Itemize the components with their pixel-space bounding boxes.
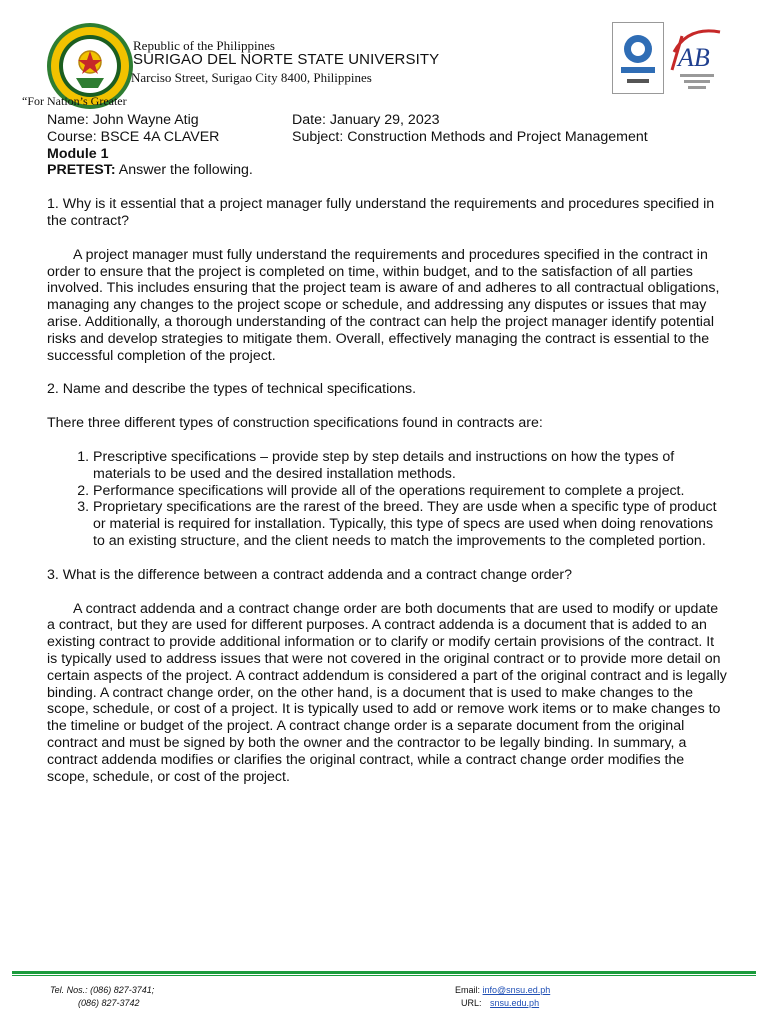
university-address: Narciso Street, Surigao City 8400, Philippines xyxy=(131,70,372,85)
footer-email-label: Email: xyxy=(455,985,481,995)
module-title: Module 1 xyxy=(47,145,109,162)
student-row-2 xyxy=(47,129,727,146)
list-item: 2. Performance specifications will provide all of the operations requirement to complete a project. xyxy=(93,483,727,500)
student-name: Name: John Wayne Atig xyxy=(47,112,199,128)
footer-tel-2: (086) 827-3742 xyxy=(78,998,140,1008)
university-motto: “For Nation’s Greater xyxy=(22,94,127,108)
answer-1: A project manager must fully understand the requirements and procedures specified in the contract in order to ensure that the project is completed on time, within budget, and to the satisfaction of all parties involved. This includes ensuring that the project team is aware of and adheres to all contractual obligations, managing any changes to the project scope or schedule, and addressing any disputes or issues that may arise. Additionally, a thorough understanding of the contract can help the project manager identify potential risks and develop strategies to mitigate them. Overall, effectively managing the contract is essential to the successful completion of the project. xyxy=(47,246,720,364)
list-item: 1. Prescriptive specifications – provide step by step details and instructions on how the types of materials to be used and the desired installation methods. xyxy=(93,449,727,483)
university-name: SURIGAO DEL NORTE STATE UNIVERSITY xyxy=(133,51,440,68)
footer-email-link[interactable]: info@snsu.ed.ph xyxy=(482,985,551,995)
footer-tel: Tel. Nos.: (086) 827-3741; xyxy=(50,985,155,995)
pretest-line xyxy=(47,162,727,179)
answer-3: A contract addenda and a contract change order are both documents that are used to modify or update a contract, but they are used for different purposes. A contract addenda is a document that is added to an existing contract to provide additional information or to clarify or modify certain provisions of the contract. It is typically used to address issues that were not covered in the original contract or to provide more detail on certain aspects of the project. A contract addendum is considered a part of the original contract and is legally binding. A contract change order, on the other hand, is a document that is used to make changes to the scope, schedule, or cost of a project. It is typically used to add or remove work items or to make changes to the timeline or budget of the project. A contract change order is a separate document from the original contract and must be signed by both the owner and the contractor to be legally binding. In summary, a contract addenda modifies or clarifies the original contract, while a contract change order modifies the scope, schedule, or cost of the project. xyxy=(47,600,727,785)
footer-url-link[interactable]: snsu.edu.ph xyxy=(490,998,540,1008)
footer-email-row xyxy=(455,985,550,995)
pab-accreditation-logo xyxy=(668,22,724,94)
footer-url-label: URL: xyxy=(461,998,482,1008)
course: Course: BSCE 4A CLAVER xyxy=(47,128,220,145)
svg-text:AB: AB xyxy=(678,43,710,72)
footer-divider xyxy=(12,971,756,974)
footer-divider-thin xyxy=(12,975,756,976)
subject: Subject: Construction Methods and Project Management xyxy=(292,128,648,145)
list-item: 3. Proprietary specifications are the rarest of the breed. They are usde when a specific type of product or material is required for installation. Typically, this type of specs are used when doing renovations to an existing structure, and the client needs to match the improvements to the completed portion. xyxy=(93,499,727,549)
pretest-label: PRETEST: xyxy=(47,162,116,179)
document-body xyxy=(47,112,727,785)
student-row-1 xyxy=(47,112,727,129)
answer-2-intro: There three different types of construction specifications found in contracts are: xyxy=(47,415,543,432)
question-1: 1. Why is it essential that a project manager fully understand the requirements and procedures specified in the contract? xyxy=(47,196,715,229)
republic-label: Republic of the Philippines xyxy=(133,38,275,53)
question-3: 3. What is the difference between a contract addenda and a contract change order? xyxy=(47,566,573,583)
submission-date: Date: January 29, 2023 xyxy=(292,112,440,128)
specification-types-list xyxy=(47,449,727,550)
question-2: 2. Name and describe the types of technical specifications. xyxy=(47,381,417,398)
socotec-certification-logo xyxy=(612,22,664,94)
pretest-instruction: Answer the following. xyxy=(115,162,253,179)
letterhead xyxy=(0,0,768,110)
footer-url-row xyxy=(461,998,539,1008)
